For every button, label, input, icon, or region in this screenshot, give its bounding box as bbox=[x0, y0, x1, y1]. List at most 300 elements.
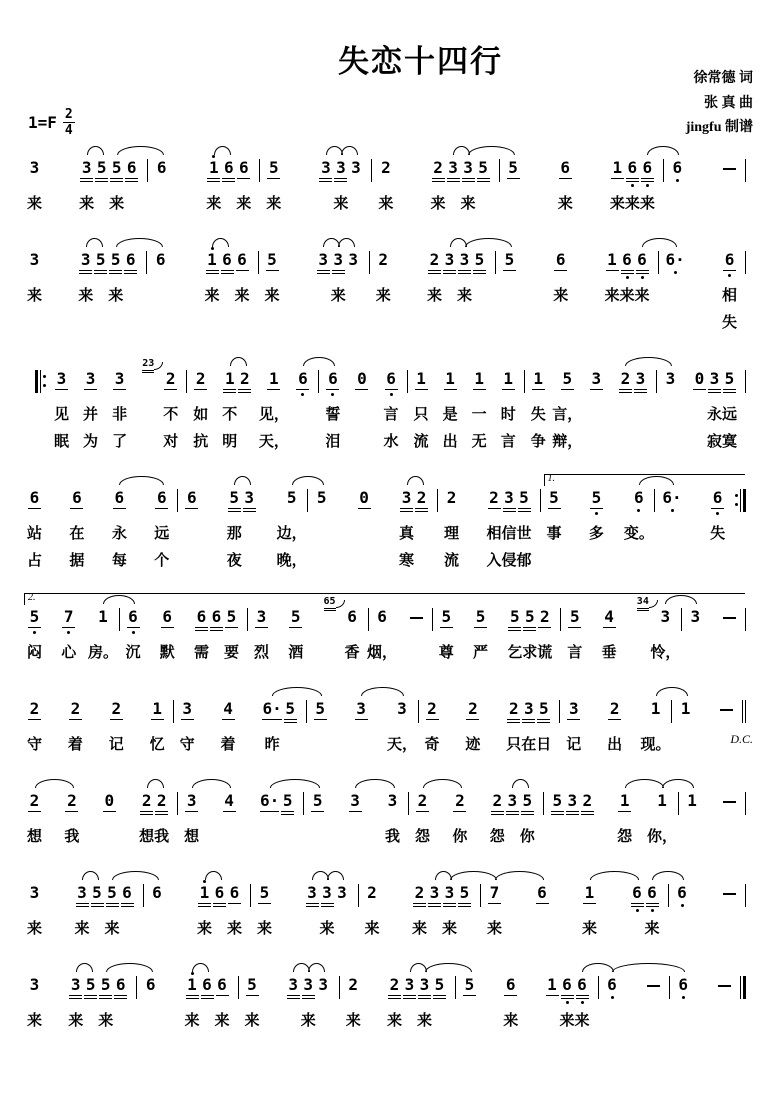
note bbox=[258, 880, 271, 905]
beam-underline bbox=[521, 814, 534, 815]
note bbox=[504, 972, 517, 997]
octave-dot-below bbox=[641, 276, 644, 279]
lyric-syllable: 奇 bbox=[424, 736, 440, 753]
note-digit: 6 bbox=[162, 606, 173, 626]
beam-underline bbox=[433, 995, 446, 996]
decor bbox=[543, 792, 544, 815]
beam-underline bbox=[432, 178, 445, 179]
lyric-syllable: 对 bbox=[163, 433, 179, 450]
lyric-syllable: 来 bbox=[236, 195, 252, 212]
decor bbox=[186, 370, 187, 393]
note-digit: 6 bbox=[156, 487, 167, 507]
beam-underline bbox=[508, 630, 521, 631]
note bbox=[125, 155, 138, 182]
note-digit: 5 bbox=[552, 790, 563, 810]
note-digit: 5 bbox=[474, 249, 485, 269]
decor bbox=[247, 608, 248, 631]
beam-underline bbox=[576, 998, 589, 999]
beam-underline bbox=[428, 906, 441, 907]
lyric-syllable: 记 bbox=[566, 736, 582, 753]
note bbox=[532, 366, 545, 391]
slur-tie bbox=[272, 687, 322, 696]
beam-underline bbox=[140, 811, 153, 812]
beam-underline bbox=[262, 719, 281, 720]
note bbox=[488, 485, 501, 510]
beam-underline bbox=[207, 181, 220, 182]
barline bbox=[671, 700, 672, 723]
decor bbox=[371, 159, 372, 182]
note bbox=[522, 696, 535, 723]
note bbox=[311, 788, 324, 813]
grace-digits: 65 bbox=[323, 595, 336, 607]
note bbox=[281, 788, 294, 815]
lyric-syllable: 郁 bbox=[516, 552, 532, 569]
note-digit: 1 bbox=[612, 157, 623, 177]
beam-underline bbox=[223, 392, 236, 393]
slur-tie bbox=[82, 871, 99, 880]
note bbox=[474, 604, 487, 629]
octave-dot-below bbox=[390, 393, 393, 396]
lyric-syllable: 个 bbox=[154, 552, 170, 569]
beam-underline bbox=[506, 814, 519, 815]
beam-underline bbox=[507, 722, 520, 723]
beam-underline bbox=[641, 181, 654, 182]
beam-underline bbox=[317, 273, 330, 274]
lyric-syllable: 据 bbox=[69, 552, 85, 569]
beam-underline bbox=[121, 903, 134, 904]
lyric-syllable: 来 bbox=[196, 920, 213, 937]
note bbox=[206, 247, 219, 274]
barline bbox=[258, 251, 259, 274]
note bbox=[201, 972, 214, 999]
beam-underline bbox=[631, 906, 644, 907]
lyric-syllable: 你 bbox=[452, 828, 468, 845]
slur-tie bbox=[112, 871, 159, 880]
note-digit: 2 bbox=[446, 487, 457, 507]
barline bbox=[559, 700, 560, 723]
note bbox=[491, 788, 504, 815]
beam-underline bbox=[223, 811, 236, 812]
beam-underline bbox=[518, 508, 531, 509]
lyric-syllable: 来 bbox=[460, 195, 476, 212]
note-digit: 6 bbox=[238, 157, 249, 177]
decor bbox=[745, 370, 746, 393]
note-digit: 6 bbox=[607, 974, 617, 994]
slur-tie bbox=[662, 779, 694, 788]
lyric-syllable: 时 bbox=[500, 406, 516, 423]
beam-underline bbox=[206, 270, 219, 271]
note bbox=[576, 972, 589, 1005]
beam-underline bbox=[641, 178, 654, 179]
note bbox=[80, 155, 93, 182]
lyric-syllable: 日 bbox=[536, 736, 552, 753]
beam-underline bbox=[124, 273, 137, 274]
barline bbox=[678, 792, 679, 815]
note-digit: 6 bbox=[677, 882, 687, 902]
note bbox=[626, 155, 639, 188]
beam-underline bbox=[443, 270, 456, 271]
note bbox=[195, 604, 208, 631]
note bbox=[428, 880, 441, 907]
lyric-syllable: 需 bbox=[193, 644, 210, 661]
beam-underline bbox=[181, 719, 194, 720]
slur-tie bbox=[117, 146, 164, 155]
lyric-syllable: 夜 bbox=[226, 552, 242, 569]
note bbox=[458, 247, 471, 274]
beam-underline bbox=[466, 719, 479, 720]
dash bbox=[410, 604, 423, 619]
beam-underline bbox=[246, 995, 259, 996]
key-signature bbox=[28, 108, 75, 141]
lyric-syllable: 怨 bbox=[489, 828, 505, 845]
octave-dot-below bbox=[301, 393, 304, 396]
lyric-syllable: 我 bbox=[154, 828, 170, 845]
lyric-syllable: 来 bbox=[104, 920, 120, 937]
beam-underline bbox=[518, 511, 531, 512]
slur-tie bbox=[450, 238, 467, 247]
barline bbox=[663, 159, 664, 182]
note bbox=[65, 788, 78, 813]
note-digit: 6 bbox=[211, 606, 222, 626]
decor bbox=[369, 251, 370, 274]
note bbox=[433, 972, 446, 999]
beam-underline bbox=[121, 906, 134, 907]
lyric-syllable: 来 bbox=[244, 1012, 260, 1029]
lyric-syllable: 寒 bbox=[399, 552, 415, 569]
beam-underline bbox=[321, 903, 334, 904]
note bbox=[445, 485, 458, 507]
note bbox=[28, 604, 41, 634]
octave-dot-below bbox=[33, 631, 36, 634]
note-digit: 2 bbox=[239, 368, 250, 388]
note bbox=[432, 155, 445, 182]
slur-tie bbox=[512, 779, 529, 788]
slur-tie bbox=[435, 871, 452, 880]
beam-underline bbox=[334, 178, 347, 179]
note bbox=[385, 366, 398, 396]
lyric-syllable: 垂 bbox=[601, 644, 617, 661]
note bbox=[28, 155, 41, 177]
decor bbox=[410, 617, 423, 619]
note bbox=[70, 485, 83, 510]
barline bbox=[560, 608, 561, 631]
beam-underline bbox=[195, 630, 208, 631]
beam-underline bbox=[507, 178, 520, 179]
note-digit: 3 bbox=[182, 698, 192, 718]
note bbox=[76, 880, 89, 907]
note-digit: 3 bbox=[29, 882, 40, 902]
lyric-syllable: 是 bbox=[442, 406, 458, 423]
note-digit: 3 bbox=[397, 698, 407, 718]
note-digit: 3 bbox=[504, 487, 514, 507]
note-digit: 4 bbox=[224, 790, 234, 810]
rest bbox=[358, 485, 371, 510]
note bbox=[151, 696, 164, 721]
beam-underline bbox=[95, 181, 108, 182]
note-digit: 2 bbox=[156, 790, 167, 810]
lyric-syllable: 来 bbox=[364, 920, 380, 937]
decor bbox=[173, 700, 174, 723]
lyric-syllable: 来 bbox=[559, 1012, 575, 1029]
lyric-syllable: 来 bbox=[574, 1012, 590, 1029]
note-digit: 2 bbox=[378, 249, 389, 269]
lyric-syllable: 一 bbox=[471, 406, 487, 423]
repeat-dots bbox=[43, 370, 46, 393]
barline bbox=[250, 884, 251, 907]
beam-underline bbox=[477, 181, 490, 182]
lyric-syllable: 来 bbox=[456, 287, 473, 304]
beam-underline bbox=[84, 995, 97, 996]
beam-underline bbox=[403, 995, 416, 996]
note bbox=[97, 604, 110, 626]
decor bbox=[368, 608, 369, 631]
beam-underline bbox=[561, 995, 574, 996]
volta-label: 1. bbox=[547, 472, 555, 484]
note bbox=[377, 247, 390, 269]
decor bbox=[742, 700, 743, 723]
note bbox=[185, 485, 198, 510]
lyric-syllable: 世 bbox=[516, 525, 532, 542]
note bbox=[266, 247, 279, 272]
decor bbox=[40, 370, 41, 393]
note-digit: 5 bbox=[475, 606, 486, 626]
note-digit: 5 bbox=[569, 606, 580, 626]
octave-dot-below bbox=[636, 909, 639, 912]
octave-dot-below bbox=[682, 996, 685, 999]
beam-underline bbox=[646, 903, 659, 904]
lyric-syllable: 言 bbox=[567, 644, 583, 661]
beam-underline bbox=[521, 811, 534, 812]
slur-tie bbox=[87, 146, 104, 155]
lyric-syllable: 来 bbox=[604, 287, 620, 304]
lyric-syllable: 变。 bbox=[623, 525, 654, 542]
note bbox=[349, 788, 362, 813]
note-digit: 5 bbox=[549, 487, 559, 507]
beam-underline bbox=[28, 627, 41, 628]
decor bbox=[495, 251, 496, 274]
note-digit: 2 bbox=[492, 790, 503, 810]
lyric-syllable: 来 bbox=[266, 195, 282, 212]
beam-underline bbox=[444, 389, 457, 390]
note-digit: 6 bbox=[145, 974, 156, 994]
note-digit: 3 bbox=[459, 249, 470, 269]
note-digit: 3 bbox=[56, 368, 67, 388]
note bbox=[228, 880, 241, 905]
beam-underline bbox=[222, 181, 235, 182]
note bbox=[708, 366, 721, 393]
beam-underline bbox=[568, 627, 581, 628]
note-digit: 3 bbox=[318, 974, 329, 994]
barline bbox=[358, 884, 359, 907]
lyric-syllable: 誓 bbox=[325, 406, 341, 423]
volta-label: 2. bbox=[28, 591, 36, 603]
music-row bbox=[28, 595, 753, 634]
note bbox=[523, 604, 536, 631]
note-digit: 4 bbox=[604, 606, 614, 626]
note-digit: 6 bbox=[237, 249, 247, 269]
lyric-syllable: 来 bbox=[609, 195, 625, 212]
time-signature-numerator: 2 bbox=[64, 106, 73, 122]
note-digit: 3 bbox=[70, 974, 81, 994]
note bbox=[285, 485, 298, 507]
beam-underline bbox=[55, 389, 68, 390]
lyric-syllable: 昨 bbox=[264, 736, 280, 753]
note-digit: 6 bbox=[386, 368, 396, 388]
slur-tie bbox=[116, 238, 163, 247]
lyric-syllable: 事 bbox=[546, 525, 562, 542]
note bbox=[618, 788, 631, 813]
note-digit: 6 bbox=[125, 249, 136, 269]
beam-underline bbox=[287, 998, 300, 999]
system-5 bbox=[26, 591, 753, 671]
beam-underline bbox=[284, 722, 297, 723]
note-digit: 2 bbox=[141, 790, 152, 810]
note bbox=[447, 155, 460, 182]
decor bbox=[745, 159, 746, 182]
barline bbox=[480, 884, 481, 907]
note bbox=[551, 788, 564, 815]
note-digit: 5 bbox=[459, 882, 470, 902]
beam-underline bbox=[332, 273, 345, 274]
note-digit: 6 bbox=[122, 882, 132, 902]
note-digit: 6 bbox=[347, 606, 357, 626]
lyric-syllable: 来 bbox=[300, 1012, 316, 1029]
note bbox=[376, 604, 389, 626]
barline bbox=[418, 700, 419, 723]
decor bbox=[723, 893, 736, 895]
note bbox=[473, 247, 486, 274]
note bbox=[237, 155, 250, 180]
note bbox=[321, 880, 334, 907]
note bbox=[590, 485, 603, 515]
note bbox=[317, 247, 330, 274]
beam-underline bbox=[440, 627, 453, 628]
note bbox=[99, 972, 112, 999]
decor bbox=[358, 884, 359, 907]
note-digit: 6 bbox=[222, 249, 232, 269]
note bbox=[608, 696, 621, 721]
beam-underline bbox=[106, 903, 119, 904]
slur-tie bbox=[450, 871, 497, 880]
note bbox=[243, 485, 256, 512]
double-barline bbox=[742, 700, 746, 723]
lyric-syllable: 来 bbox=[234, 287, 250, 304]
note bbox=[326, 366, 339, 396]
decor bbox=[735, 503, 738, 506]
note bbox=[213, 880, 226, 907]
note bbox=[606, 972, 619, 1000]
beam-underline bbox=[603, 627, 616, 628]
beam-underline bbox=[491, 811, 504, 812]
note-digit: 3 bbox=[303, 974, 314, 994]
note-digit: 3 bbox=[635, 368, 646, 388]
note bbox=[346, 604, 359, 626]
decor bbox=[656, 370, 657, 393]
slur-tie bbox=[106, 963, 153, 972]
slur-tie bbox=[341, 146, 358, 155]
lyric-syllable: 心 bbox=[61, 644, 77, 661]
note-digit: 6 bbox=[115, 974, 126, 994]
lyric-syllable: 沉 bbox=[125, 644, 141, 661]
note-digit: 6 bbox=[377, 606, 387, 626]
credit-lyricist: 徐常德 词 bbox=[693, 71, 753, 86]
slur-tie bbox=[625, 357, 672, 366]
beam-underline bbox=[76, 906, 89, 907]
note-digit: 5 bbox=[441, 606, 452, 626]
lyric-syllable: 在 bbox=[69, 525, 85, 542]
note-digit: 3 bbox=[401, 487, 412, 507]
credit-transcriber: jingfu 制谱 bbox=[685, 120, 753, 135]
decor bbox=[735, 494, 738, 497]
note-digit: 2 bbox=[381, 157, 391, 177]
decor bbox=[177, 792, 178, 815]
note-digit: 2 bbox=[111, 698, 122, 718]
note bbox=[91, 880, 104, 907]
dash bbox=[723, 880, 736, 895]
octave-dot-below bbox=[595, 512, 598, 515]
note-digit: 6 bbox=[152, 882, 162, 902]
lyric-syllable: 流 bbox=[444, 552, 460, 569]
barline bbox=[259, 159, 260, 182]
beam-underline bbox=[125, 178, 138, 179]
lyric-syllable: 不 bbox=[163, 406, 179, 423]
lyric-syllable: 来 bbox=[26, 920, 43, 937]
beam-underline bbox=[418, 998, 431, 999]
barline bbox=[238, 976, 239, 999]
beam-underline bbox=[319, 178, 332, 179]
note bbox=[355, 696, 368, 721]
barline bbox=[495, 251, 496, 274]
note-digit: 6 bbox=[555, 249, 566, 269]
beam-underline bbox=[76, 903, 89, 904]
note-digit: 5 bbox=[290, 606, 301, 626]
note-digit: 7 bbox=[489, 882, 500, 902]
decor bbox=[743, 489, 746, 512]
decor bbox=[147, 159, 148, 182]
note-digit: 1 bbox=[533, 368, 544, 388]
beam-underline bbox=[463, 995, 476, 996]
lyric-syllable: 站 bbox=[26, 525, 43, 542]
note-digit: 6 bbox=[29, 487, 40, 507]
note-digit: 6 bbox=[577, 974, 587, 994]
lyric-syllable: 着 bbox=[220, 736, 236, 753]
note-digit: 5 bbox=[315, 698, 326, 718]
note bbox=[238, 366, 251, 393]
note bbox=[198, 880, 211, 907]
note-digit: 2 bbox=[455, 790, 465, 810]
slur-tie bbox=[495, 871, 545, 880]
dash bbox=[723, 155, 736, 170]
beam-underline bbox=[186, 995, 199, 996]
note-digit: 2 bbox=[195, 368, 206, 388]
repeat-end-barline bbox=[733, 489, 746, 512]
note-digit: 1 bbox=[474, 368, 484, 388]
note bbox=[334, 155, 347, 182]
beam-underline bbox=[281, 814, 294, 815]
lyric-syllable: 入 bbox=[486, 552, 502, 569]
beam-underline bbox=[723, 270, 736, 271]
lyric-syllable: 寂 bbox=[706, 433, 722, 450]
beam-underline bbox=[606, 270, 619, 271]
note-digit: 5 bbox=[229, 487, 240, 507]
beam-underline bbox=[473, 270, 486, 271]
beam-underline bbox=[161, 627, 174, 628]
note bbox=[473, 366, 486, 391]
note bbox=[536, 880, 549, 905]
lyric-syllable: 酒 bbox=[288, 644, 304, 661]
note bbox=[28, 696, 41, 721]
system-1 bbox=[28, 155, 753, 222]
